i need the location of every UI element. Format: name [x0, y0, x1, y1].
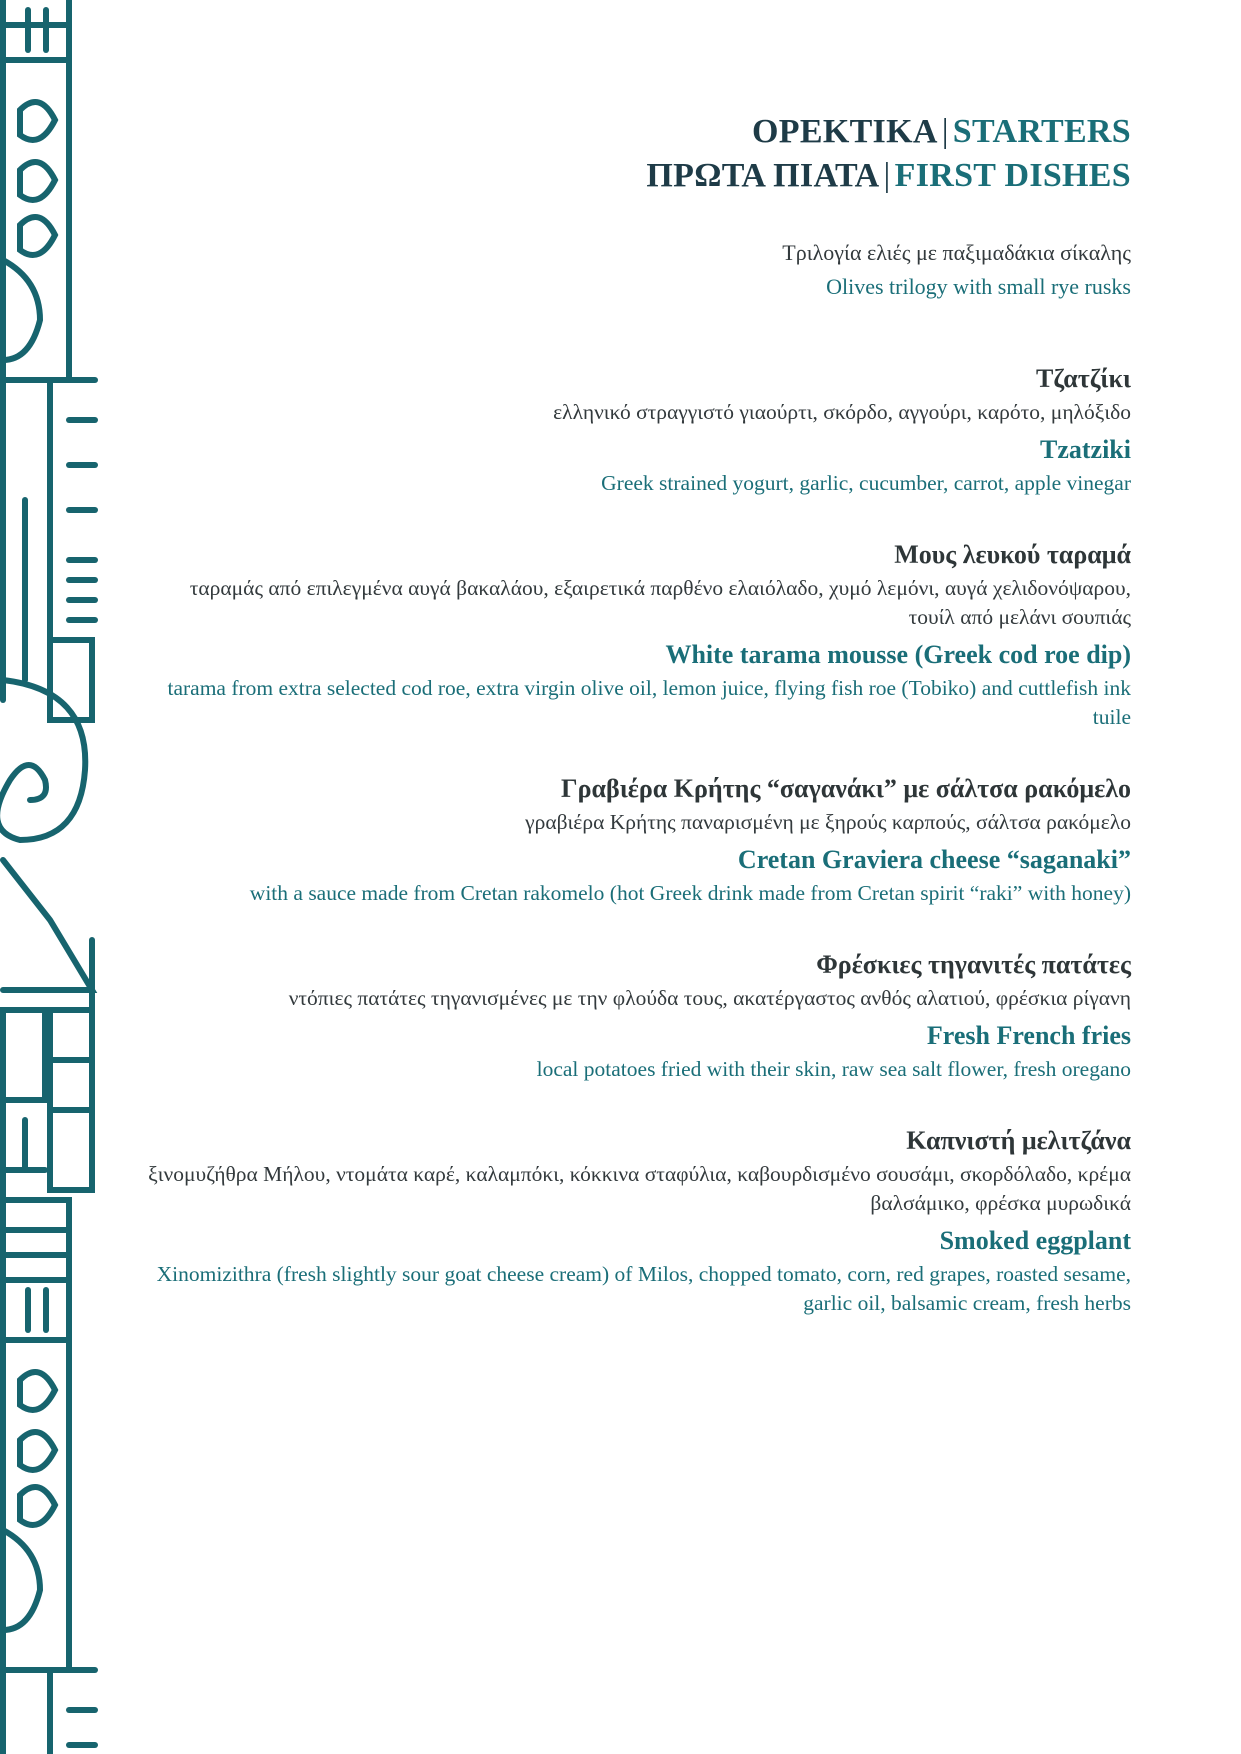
dish-name-gr: Φρέσκιες τηγανιτές πατάτες	[816, 950, 1131, 979]
dish-name-en: Smoked eggplant	[939, 1226, 1131, 1255]
dish-item	[140, 948, 1131, 1084]
heading-line-1	[140, 110, 1131, 154]
dish-description-en: Greek strained yogurt, garlic, cucumber, carrot, apple vinegar	[601, 471, 1131, 495]
dish-item	[140, 1124, 1131, 1318]
dish-name-en: Fresh French fries	[926, 1021, 1131, 1050]
menu-content	[140, 110, 1131, 1318]
heading-line-2	[140, 154, 1131, 198]
heading-separator: |	[941, 113, 949, 150]
dish-description-en: Xinomizithra (fresh slightly sour goat cheese cream) of Milos, chopped tomato, corn, red grapes, roasted sesame, garlic oil, balsamic cream, fresh herbs	[156, 1262, 1131, 1315]
dish-name-gr: Τζατζίκι	[1036, 364, 1131, 393]
dish-description-en: tarama from extra selected cod roe, extra virgin olive oil, lemon juice, flying fish roe (Tobiko) and cuttlefish ink tuile	[167, 676, 1131, 729]
heading-first-dishes-gr: ΠΡΩΤΑ ΠΙΑΤΑ	[646, 157, 880, 194]
dish-description-gr: ταραμάς από επιλεγμένα αυγά βακαλάου, εξαιρετικά παρθένο ελαιόλαδο, χυμό λεμόνι, αυγά χελιδονόψαρου, τουίλ από μελάνι σουπιάς	[189, 576, 1131, 629]
dish-description-gr: γραβιέρα Κρήτης παναρισμένη με ξηρούς καρπούς, σάλτσα ρακόμελο	[525, 810, 1131, 834]
dish-item	[140, 772, 1131, 908]
heading-starters-en: STARTERS	[952, 113, 1131, 150]
heading-starters-gr: ΟΡΕΚΤΙΚΑ	[752, 113, 938, 150]
heading-first-dishes-en: FIRST DISHES	[894, 157, 1131, 194]
dish-name-en: Tzatziki	[1040, 435, 1131, 464]
dish-description-en: local potatoes fried with their skin, raw sea salt flower, fresh oregano	[536, 1057, 1131, 1081]
intro-item	[140, 236, 1131, 304]
dish-name-gr: Καπνιστή μελιτζάνα	[906, 1126, 1131, 1155]
menu-heading	[140, 110, 1131, 198]
greek-ornament-border	[0, 0, 100, 1754]
intro-text-gr: Τριλογία ελιές με παξιμαδάκια σίκαλης	[782, 240, 1131, 265]
dish-name-gr: Γραβιέρα Κρήτης “σαγανάκι” με σάλτσα ρακόμελο	[561, 774, 1131, 803]
dish-item	[140, 538, 1131, 732]
dish-description-en: with a sauce made from Cretan rakomelo (hot Greek drink made from Cretan spirit “raki” with honey)	[249, 881, 1131, 905]
dish-description-gr: ελληνικό στραγγιστό γιαούρτι, σκόρδο, αγγούρι, καρότο, μηλόξιδο	[553, 400, 1131, 424]
dish-description-gr: ντόπιες πατάτες τηγανισμένες με την φλούδα τους, ακατέργαστος ανθός αλατιού, φρέσκια ρίγανη	[288, 986, 1131, 1010]
dish-description-gr: ξινομυζήθρα Μήλου, ντομάτα καρέ, καλαμπόκι, κόκκινα σταφύλια, καβουρδισμένο σουσάμι, σκορδόλαδο, κρέμα βαλσάμικο, φρέσκα μυρωδικά	[148, 1162, 1131, 1215]
heading-separator: |	[883, 157, 891, 194]
dish-name-gr: Μους λευκού ταραμά	[894, 540, 1131, 569]
intro-text-en: Olives trilogy with small rye rusks	[826, 274, 1131, 299]
dish-name-en: White tarama mousse (Greek cod roe dip)	[665, 640, 1131, 669]
dish-name-en: Cretan Graviera cheese “saganaki”	[737, 845, 1131, 874]
dish-item	[140, 362, 1131, 498]
